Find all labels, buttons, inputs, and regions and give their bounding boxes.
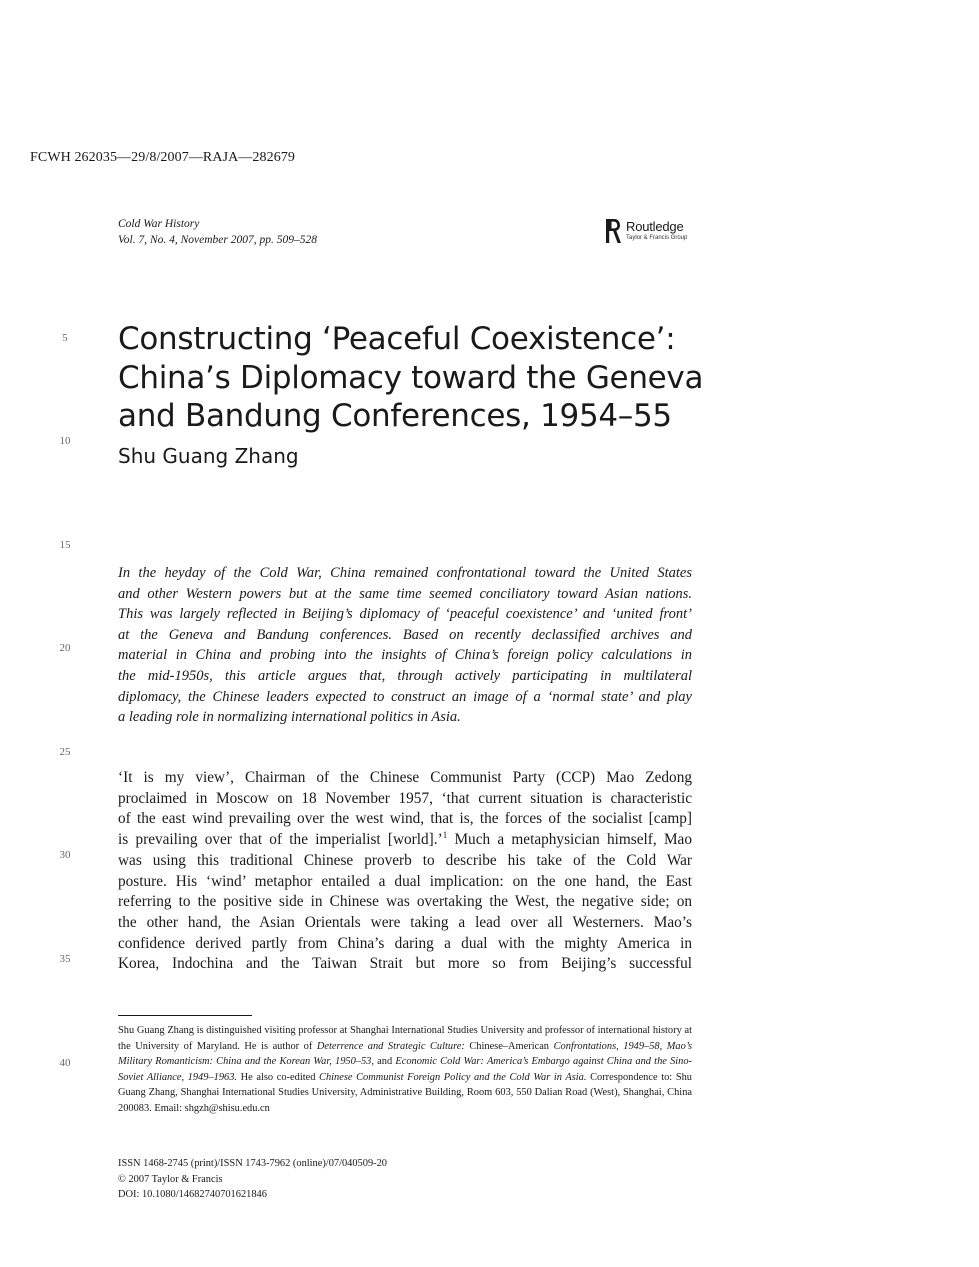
body-line: confidence derived partly from China’s daring a dual with the mighty America in <box>118 934 692 952</box>
abstract-line: and other Western powers but at the same time seemed conciliatory toward Asian nations. <box>118 585 692 602</box>
abstract-line: a leading role in normalizing international politics in Asia. <box>118 709 461 726</box>
journal-citation <box>118 216 317 248</box>
routledge-r-icon <box>604 217 622 245</box>
book-title: Deterrence and Strategic Culture: <box>316 1040 465 1052</box>
publisher-name: Routledge <box>626 219 684 234</box>
body-line: the other hand, the Asian Orientals were taking a lead over all Westerners. Mao’s <box>118 913 692 931</box>
doi-line[interactable]: DOI: 10.1080/14682740701621846 <box>118 1189 267 1200</box>
issn-line: ISSN 1468-2745 (print)/ISSN 1743-7962 (online)/07/040509-20 <box>118 1158 387 1169</box>
body-line <box>118 830 692 851</box>
body-text <box>118 768 692 975</box>
footnote-text: He also co-edited <box>237 1071 320 1083</box>
abstract-line: at the Geneva and Bandung conferences. Based on recently declassified archives and <box>118 626 692 643</box>
body-line-text: is prevailing over that of the imperialist [world].’ <box>118 831 443 849</box>
body-line: was using this traditional Chinese proverb to describe his take of the Cold War <box>118 851 692 869</box>
title-line: Constructing ‘Peaceful Coexistence’: <box>118 321 676 357</box>
book-title: Confrontations, 1949–58, Mao’s Military Romanticism: China and the Korean War, 1950–53, <box>118 1040 692 1067</box>
line-number: 40 <box>59 1057 71 1069</box>
body-line: ‘It is my view’, Chairman of the Chinese Communist Party (CCP) Mao Zedong <box>118 769 692 786</box>
copyright-line: © 2007 Taylor & Francis <box>118 1173 223 1185</box>
line-number: 35 <box>59 953 71 965</box>
footnote-text: and <box>373 1056 396 1067</box>
body-line: referring to the positive side in Chinese was overtaking the West, the negative side; on <box>118 893 692 911</box>
author-footnote <box>118 1023 692 1116</box>
footnote-rule <box>118 1015 252 1016</box>
body-line: proclaimed in Moscow on 18 November 1957, ‘that current situation is characteristic <box>118 789 692 807</box>
body-line: of the east wind prevailing over the west wind, that is, the forces of the socialist [camp] <box>118 810 692 828</box>
line-number: 5 <box>62 332 68 344</box>
line-number: 20 <box>59 642 71 654</box>
article-title <box>118 320 738 436</box>
footnote-text: Shu Guang Zhang is distinguished visiting professor at Shanghai International Studies University and professor of international history at the University of Maryland. He is author of <box>118 1025 692 1052</box>
line-number: 25 <box>59 746 71 758</box>
abstract-line: material in China and probing into the insights of China’s foreign policy calculations in <box>118 647 692 664</box>
abstract-line: In the heyday of the Cold War, China remained confrontational toward the United States <box>118 565 692 581</box>
title-line: and Bandung Conferences, 1954–55 <box>118 398 672 434</box>
body-line: Korea, Indochina and the Taiwan Strait but more so from Beijing’s successful <box>118 955 692 973</box>
job-line: FCWH 262035—29/8/2007—RAJA—282679 <box>30 150 296 165</box>
abstract-line: the mid-1950s, this article argues that, through actively participating in multilateral <box>118 667 692 684</box>
footnote-ref[interactable]: 1 <box>442 830 448 841</box>
publisher-logo <box>604 217 724 247</box>
publisher-group: Taylor & Francis Group <box>626 235 688 241</box>
line-number: 15 <box>59 539 71 551</box>
line-number: 30 <box>59 849 71 861</box>
line-number: 10 <box>59 435 71 447</box>
journal-issue: Vol. 7, No. 4, November 2007, pp. 509–528 <box>118 234 318 246</box>
abstract-line: This was largely reflected in Beijing’s diplomacy of ‘peaceful coexistence’ and ‘united front’ <box>118 606 692 623</box>
issn-block <box>118 1156 387 1203</box>
book-title: Economic Cold War: America’s Embargo against China and the Sino-Soviet Alliance, 1949–1963. <box>118 1056 693 1083</box>
abstract <box>118 563 692 728</box>
abstract-line: diplomacy, the Chinese leaders expected to construct an image of a ‘normal state’ and play <box>118 688 692 705</box>
body-line-text: Much a metaphysician himself, Mao <box>447 831 692 849</box>
title-line: China’s Diplomacy toward the Geneva <box>118 359 704 396</box>
footnote-text: Correspondence to: Shu Guang Zhang, Shanghai International Studies University, Administrative Building, Room 603, 550 Dalian Road (West), Shanghai, China 200083. Email: shgzh@shisu.edu.cn <box>118 1071 692 1114</box>
footnote-text: Chinese–American <box>464 1040 554 1052</box>
book-title: Chinese Communist Foreign Policy and the Cold War in Asia. <box>319 1071 587 1083</box>
body-line: posture. His ‘wind’ metaphor entailed a dual implication: on the one hand, the East <box>118 872 692 890</box>
article-author: Shu Guang Zhang <box>118 444 299 468</box>
journal-name: Cold War History <box>118 218 200 230</box>
